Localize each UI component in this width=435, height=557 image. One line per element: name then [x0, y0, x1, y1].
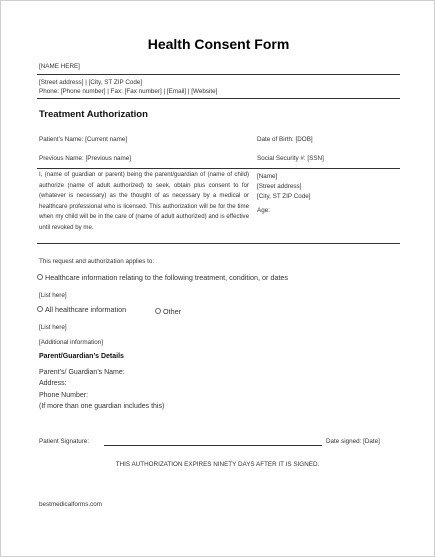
right-city: [City, ST ZIP Code] [257, 193, 311, 200]
header-divider [37, 74, 400, 75]
patient-name-field: Patient’s Name: [Current name] [39, 136, 128, 143]
guardian-heading: Parent/Guardian’s Details [39, 353, 124, 360]
treatment-top-divider [37, 168, 400, 169]
date-signed: Date signed: [Date] [326, 438, 380, 445]
patient-signature-line[interactable] [104, 445, 322, 446]
address-line: [Street address] | [City, ST ZIP Code] [39, 79, 143, 86]
option-all-healthcare[interactable] [37, 305, 126, 314]
list-here-2: [List here] [39, 324, 67, 331]
contact-line: Phone: [Phone number] | Fax: [Fax number] | [Email] | [Website] [39, 88, 218, 95]
list-here-1: [List here] [39, 292, 67, 299]
patient-signature-label: Patient Signature: [39, 438, 90, 445]
guardian-name: Parent’s/ Guardian’s Name: [39, 369, 125, 376]
option-other-label: Other [163, 307, 181, 316]
right-age: Age: [257, 207, 270, 214]
contact-divider [37, 98, 400, 99]
radio-icon[interactable] [37, 306, 43, 312]
right-name: [Name] [257, 173, 278, 180]
dob-field: Date of Birth: [DOB] [257, 136, 313, 143]
treatment-heading: Treatment Authorization [39, 109, 148, 120]
footer-site: bestmedicalforms.com [39, 501, 102, 508]
radio-icon[interactable] [37, 274, 43, 280]
treatment-bottom-divider [37, 243, 400, 244]
authorization-paragraph: I, (name of guardian or parent) being the parent/guardian of (name of child) authorize (name of adult authorized) to seek, obtain plus consent to for (whatever is necessary) as the thought of as necessary by a medical or healthcare professional who is licensed. This authorization will be for the time when my child will be in the care of (name of adult authorized) and is effective until revoked by me. [39, 171, 249, 231]
expiry-notice: THIS AUTHORIZATION EXPIRES NINETY DAYS AFTER IT IS SIGNED. [115, 461, 320, 468]
option-all-healthcare-label: All healthcare information [45, 305, 127, 314]
option-healthcare-treatment-label: Healthcare information relating to the following treatment, condition, or dates [45, 273, 288, 282]
guardian-phone: Phone Number: [39, 392, 89, 399]
additional-information: [Additional information] [39, 339, 104, 346]
option-other[interactable] [155, 307, 181, 316]
previous-name-field: Previous Name: [Previous name] [39, 155, 132, 162]
applies-intro: This request and authorization applies to: [39, 258, 155, 265]
right-street: [Street address] [257, 183, 302, 190]
option-healthcare-treatment[interactable] [37, 273, 288, 282]
ssn-field: Social Security #: [SSN] [257, 155, 324, 162]
guardian-address: Address: [39, 380, 67, 387]
guardian-note: (If more than one guardian includes this) [39, 403, 165, 410]
name-placeholder: [NAME HERE] [39, 63, 80, 70]
form-title: Health Consent Form [147, 36, 290, 52]
radio-icon[interactable] [155, 308, 161, 314]
